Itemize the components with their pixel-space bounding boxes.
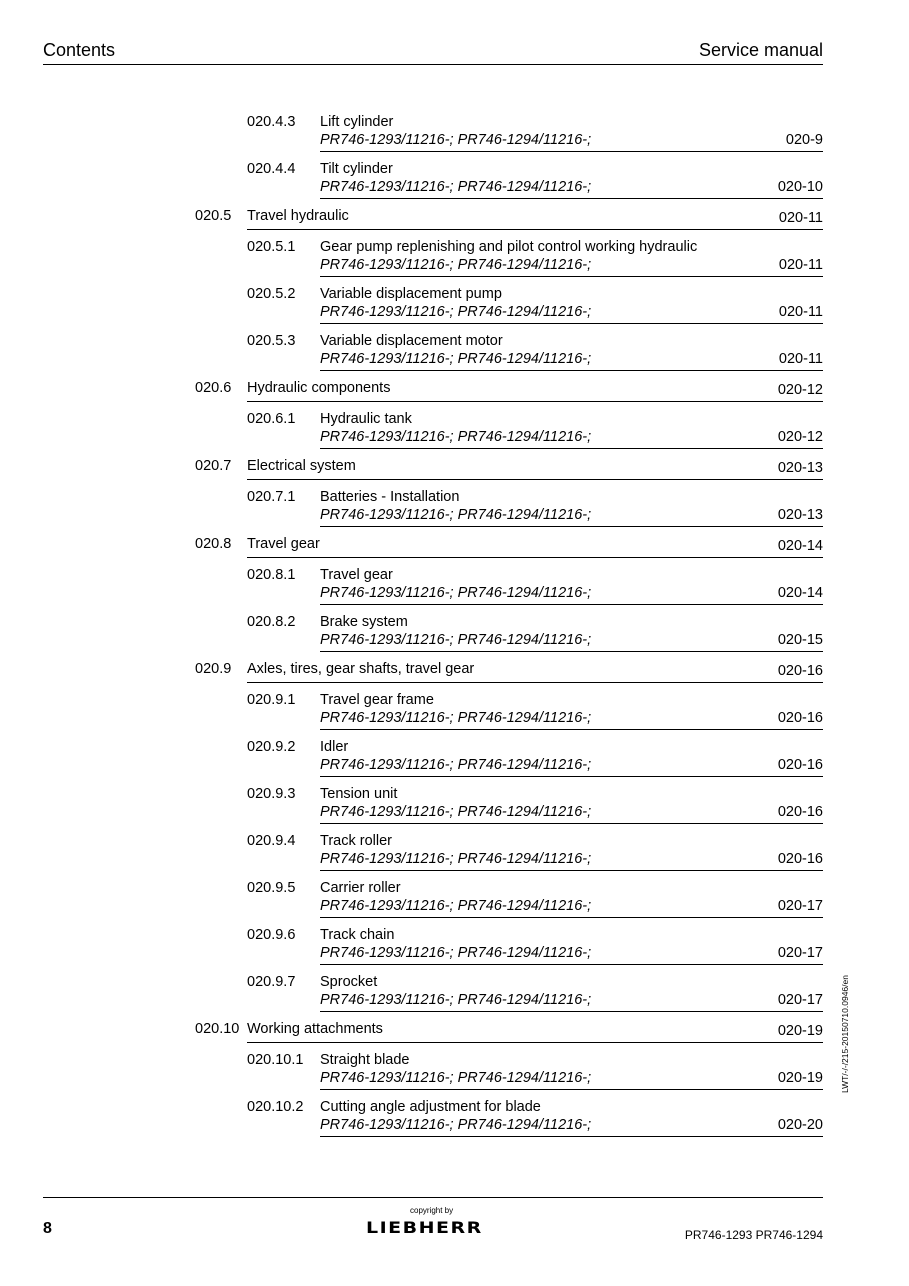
toc-subsection bbox=[247, 161, 823, 208]
toc-title: Tilt cylinder bbox=[320, 161, 393, 177]
toc-number: 020.10.1 bbox=[247, 1052, 304, 1068]
toc-underline bbox=[247, 401, 823, 402]
toc-title: Working attachments bbox=[247, 1021, 383, 1037]
toc-number: 020.8.2 bbox=[247, 614, 296, 630]
toc-model-applicability: PR746-1293/11216-; PR746-1294/11216-; bbox=[320, 179, 592, 195]
toc-title: Travel hydraulic bbox=[247, 208, 349, 224]
toc-section bbox=[195, 208, 823, 239]
toc-number: 020.9.5 bbox=[247, 880, 296, 896]
toc-section bbox=[195, 458, 823, 489]
toc-number: 020.7.1 bbox=[247, 489, 296, 505]
toc-number: 020.9.4 bbox=[247, 833, 296, 849]
toc-model-applicability: PR746-1293/11216-; PR746-1294/11216-; bbox=[320, 632, 592, 648]
toc-page-ref: 020-16 bbox=[777, 710, 823, 726]
toc-model-applicability: PR746-1293/11216-; PR746-1294/11216-; bbox=[320, 132, 592, 148]
toc-subsection bbox=[247, 286, 823, 333]
toc-model-applicability: PR746-1293/11216-; PR746-1294/11216-; bbox=[320, 1117, 592, 1133]
toc-number: 020.9.7 bbox=[247, 974, 296, 990]
toc-underline bbox=[320, 964, 823, 965]
toc-page-ref: 020-11 bbox=[778, 351, 823, 367]
toc-number: 020.6 bbox=[195, 380, 232, 396]
toc-model-applicability: PR746-1293/11216-; PR746-1294/11216-; bbox=[320, 992, 592, 1008]
toc-page-ref: 020-14 bbox=[777, 538, 823, 554]
toc-model-applicability: PR746-1293/11216-; PR746-1294/11216-; bbox=[320, 1070, 592, 1086]
toc-page-ref: 020-16 bbox=[777, 757, 823, 773]
toc-title: Hydraulic tank bbox=[320, 411, 412, 427]
toc-number: 020.10 bbox=[195, 1021, 240, 1037]
toc-model-applicability: PR746-1293/11216-; PR746-1294/11216-; bbox=[320, 257, 592, 273]
toc-number: 020.9.2 bbox=[247, 739, 296, 755]
toc-title: Brake system bbox=[320, 614, 408, 630]
toc-model-applicability: PR746-1293/11216-; PR746-1294/11216-; bbox=[320, 757, 592, 773]
toc-number: 020.10.2 bbox=[247, 1099, 304, 1115]
toc-number: 020.7 bbox=[195, 458, 232, 474]
toc-page-ref: 020-17 bbox=[777, 992, 823, 1008]
toc-title: Track roller bbox=[320, 833, 392, 849]
toc-title: Track chain bbox=[320, 927, 395, 943]
toc-title: Straight blade bbox=[320, 1052, 410, 1068]
toc-model-applicability: PR746-1293/11216-; PR746-1294/11216-; bbox=[320, 851, 592, 867]
toc-subsection bbox=[247, 739, 823, 786]
toc-underline bbox=[247, 479, 823, 480]
toc-subsection bbox=[247, 786, 823, 833]
toc-number: 020.5.2 bbox=[247, 286, 296, 302]
toc-underline bbox=[247, 229, 823, 230]
toc-underline bbox=[320, 776, 823, 777]
toc-page-ref: 020-16 bbox=[777, 804, 823, 820]
toc-subsection bbox=[247, 927, 823, 974]
toc-subsection bbox=[247, 489, 823, 536]
toc-page-ref: 020-16 bbox=[777, 851, 823, 867]
toc-number: 020.8 bbox=[195, 536, 232, 552]
toc-title: Variable displacement motor bbox=[320, 333, 503, 349]
toc-underline bbox=[320, 604, 823, 605]
toc-model-applicability: PR746-1293/11216-; PR746-1294/11216-; bbox=[320, 945, 592, 961]
toc-title: Idler bbox=[320, 739, 349, 755]
toc-model-applicability: PR746-1293/11216-; PR746-1294/11216-; bbox=[320, 429, 592, 445]
toc-underline bbox=[320, 1089, 823, 1090]
toc-page-ref: 020-14 bbox=[777, 585, 823, 601]
toc-underline bbox=[320, 1011, 823, 1012]
toc-title: Travel gear frame bbox=[320, 692, 434, 708]
copyright-label: copyright by bbox=[410, 1206, 454, 1215]
toc-subsection bbox=[247, 833, 823, 880]
footer-divider bbox=[43, 1197, 823, 1198]
toc-number: 020.4.3 bbox=[247, 114, 296, 130]
header-left-title: Contents bbox=[43, 40, 116, 60]
toc-subsection bbox=[247, 114, 823, 161]
toc-number: 020.5 bbox=[195, 208, 232, 224]
toc-subsection bbox=[247, 1099, 823, 1146]
toc-subsection bbox=[247, 411, 823, 458]
toc-title: Electrical system bbox=[247, 458, 356, 474]
toc-page-ref: 020-17 bbox=[777, 945, 823, 961]
toc-number: 020.5.1 bbox=[247, 239, 296, 255]
page-number: 8 bbox=[43, 1220, 52, 1237]
toc-subsection bbox=[247, 692, 823, 739]
toc-number: 020.9.1 bbox=[247, 692, 296, 708]
toc-section bbox=[195, 1021, 823, 1052]
toc-title: Gear pump replenishing and pilot control working hydraulic bbox=[320, 239, 698, 255]
toc-model-applicability: PR746-1293/11216-; PR746-1294/11216-; bbox=[320, 585, 592, 601]
toc-underline bbox=[320, 151, 823, 152]
toc-number: 020.9.3 bbox=[247, 786, 296, 802]
toc-title: Sprocket bbox=[320, 974, 378, 990]
toc-subsection bbox=[247, 614, 823, 661]
toc-underline bbox=[320, 651, 823, 652]
toc-underline bbox=[320, 276, 823, 277]
toc-underline bbox=[320, 526, 823, 527]
toc-page-ref: 020-12 bbox=[777, 429, 823, 445]
toc-underline bbox=[247, 682, 823, 683]
toc-title: Cutting angle adjustment for blade bbox=[320, 1099, 541, 1115]
toc-page-ref: 020-10 bbox=[777, 179, 823, 195]
toc-title: Travel gear bbox=[320, 567, 393, 583]
toc-underline bbox=[320, 917, 823, 918]
toc-model-applicability: PR746-1293/11216-; PR746-1294/11216-; bbox=[320, 710, 592, 726]
toc-page-ref: 020-9 bbox=[785, 132, 823, 148]
toc-page-ref: 020-12 bbox=[777, 382, 823, 398]
toc-underline bbox=[320, 370, 823, 371]
toc-page-ref: 020-13 bbox=[777, 460, 823, 476]
toc-underline bbox=[320, 1136, 823, 1137]
footer-model-code: PR746-1293 PR746-1294 bbox=[684, 1228, 823, 1242]
toc-page-ref: 020-15 bbox=[777, 632, 823, 648]
toc-page-ref: 020-16 bbox=[777, 663, 823, 679]
liebherr-logo: LIEBHERR bbox=[366, 1218, 483, 1238]
document-code: LWT/-/-/215-20150710.0946/en bbox=[840, 975, 850, 1093]
toc-underline bbox=[247, 1042, 823, 1043]
toc-title: Lift cylinder bbox=[320, 114, 394, 130]
toc-title: Tension unit bbox=[320, 786, 398, 802]
toc-title: Variable displacement pump bbox=[320, 286, 502, 302]
toc-page-ref: 020-19 bbox=[777, 1023, 823, 1039]
toc-subsection bbox=[247, 333, 823, 380]
toc-title: Hydraulic components bbox=[247, 380, 391, 396]
toc-model-applicability: PR746-1293/11216-; PR746-1294/11216-; bbox=[320, 304, 592, 320]
toc-model-applicability: PR746-1293/11216-; PR746-1294/11216-; bbox=[320, 507, 592, 523]
toc-section bbox=[195, 536, 823, 567]
toc-model-applicability: PR746-1293/11216-; PR746-1294/11216-; bbox=[320, 804, 592, 820]
toc-number: 020.4.4 bbox=[247, 161, 296, 177]
toc-page-ref: 020-11 bbox=[778, 257, 823, 273]
toc-underline bbox=[320, 198, 823, 199]
toc-model-applicability: PR746-1293/11216-; PR746-1294/11216-; bbox=[320, 898, 592, 914]
toc-page-ref: 020-13 bbox=[777, 507, 823, 523]
toc-underline bbox=[320, 870, 823, 871]
toc-number: 020.8.1 bbox=[247, 567, 296, 583]
toc-subsection bbox=[247, 974, 823, 1021]
toc-page-ref: 020-17 bbox=[777, 898, 823, 914]
toc-subsection bbox=[247, 880, 823, 927]
toc-number: 020.5.3 bbox=[247, 333, 296, 349]
header-right-title: Service manual bbox=[698, 40, 823, 60]
toc-underline bbox=[320, 323, 823, 324]
toc-model-applicability: PR746-1293/11216-; PR746-1294/11216-; bbox=[320, 351, 592, 367]
toc-page-ref: 020-11 bbox=[778, 210, 823, 226]
toc-section bbox=[195, 380, 823, 411]
toc-title: Travel gear bbox=[247, 536, 320, 552]
toc-subsection bbox=[247, 1052, 823, 1099]
toc-underline bbox=[320, 448, 823, 449]
toc-underline bbox=[247, 557, 823, 558]
toc-subsection bbox=[247, 567, 823, 614]
toc-number: 020.9 bbox=[195, 661, 232, 677]
toc-title: Carrier roller bbox=[320, 880, 401, 896]
toc-title: Batteries - Installation bbox=[320, 489, 460, 505]
page-header bbox=[43, 38, 823, 65]
toc-underline bbox=[320, 823, 823, 824]
toc-section bbox=[195, 661, 823, 692]
toc-underline bbox=[320, 729, 823, 730]
toc-number: 020.9.6 bbox=[247, 927, 296, 943]
toc-title: Axles, tires, gear shafts, travel gear bbox=[247, 661, 475, 677]
toc-page-ref: 020-19 bbox=[777, 1070, 823, 1086]
toc-page-ref: 020-20 bbox=[777, 1117, 823, 1133]
toc-page-ref: 020-11 bbox=[778, 304, 823, 320]
toc-number: 020.6.1 bbox=[247, 411, 296, 427]
toc-subsection bbox=[247, 239, 823, 286]
